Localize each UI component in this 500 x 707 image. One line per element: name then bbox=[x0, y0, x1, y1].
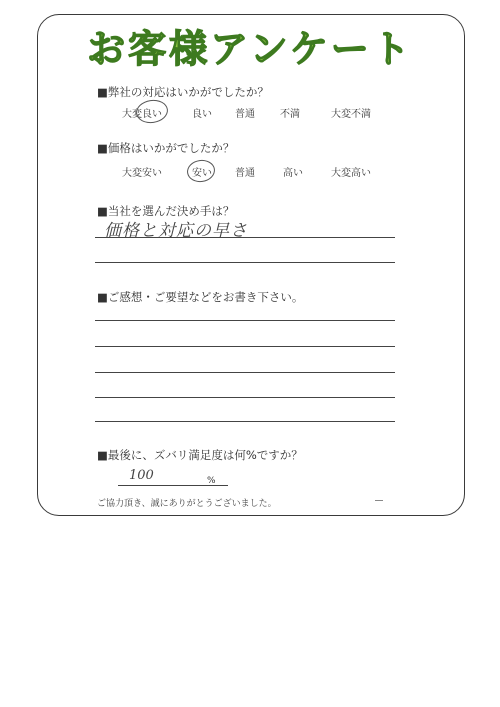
comment-line-4 bbox=[95, 397, 395, 398]
thank-you-note: ご協力頂き、誠にありがとうございました。 bbox=[97, 499, 277, 509]
option-price-cheap[interactable]: 安い bbox=[192, 168, 212, 179]
option-price-expensive[interactable]: 高い bbox=[283, 168, 303, 179]
answer-deciding-factor: 価格と対応の早さ bbox=[104, 221, 248, 241]
satisfaction-unit: % bbox=[207, 476, 216, 486]
question-deciding-factor: ■当社を選んだ決め手は？ bbox=[97, 204, 235, 218]
comment-line-5 bbox=[95, 421, 395, 422]
survey-title: お客様アンケート bbox=[87, 27, 413, 71]
answer-line-1 bbox=[95, 237, 395, 238]
option-service-very-dissatisfied[interactable]: 大変不満 bbox=[331, 109, 371, 120]
comment-line-3 bbox=[95, 372, 395, 373]
option-service-normal[interactable]: 普通 bbox=[235, 109, 255, 120]
question-comments: ■ご感想・ご要望などをお書き下さい。 bbox=[97, 290, 304, 304]
option-service-good[interactable]: 良い bbox=[192, 109, 212, 120]
option-price-very-expensive[interactable]: 大変高い bbox=[331, 168, 371, 179]
option-price-normal[interactable]: 普通 bbox=[235, 168, 255, 179]
question-price: ■価格はいかがでしたか？ bbox=[97, 141, 235, 155]
footer-dash bbox=[375, 500, 383, 501]
option-service-dissatisfied[interactable]: 不満 bbox=[280, 109, 300, 120]
question-satisfaction: ■最後に、ズバリ満足度は何%ですか？ bbox=[97, 448, 303, 462]
option-price-very-cheap[interactable]: 大変安い bbox=[122, 168, 162, 179]
comment-line-2 bbox=[95, 346, 395, 347]
answer-line-2 bbox=[95, 262, 395, 263]
comment-line-1 bbox=[95, 320, 395, 321]
options-price bbox=[108, 164, 398, 182]
question-service: ■弊社の対応はいかがでしたか？ bbox=[97, 85, 269, 99]
option-service-very-good[interactable]: 大変良い bbox=[122, 109, 162, 120]
satisfaction-value: 100 bbox=[129, 468, 154, 483]
